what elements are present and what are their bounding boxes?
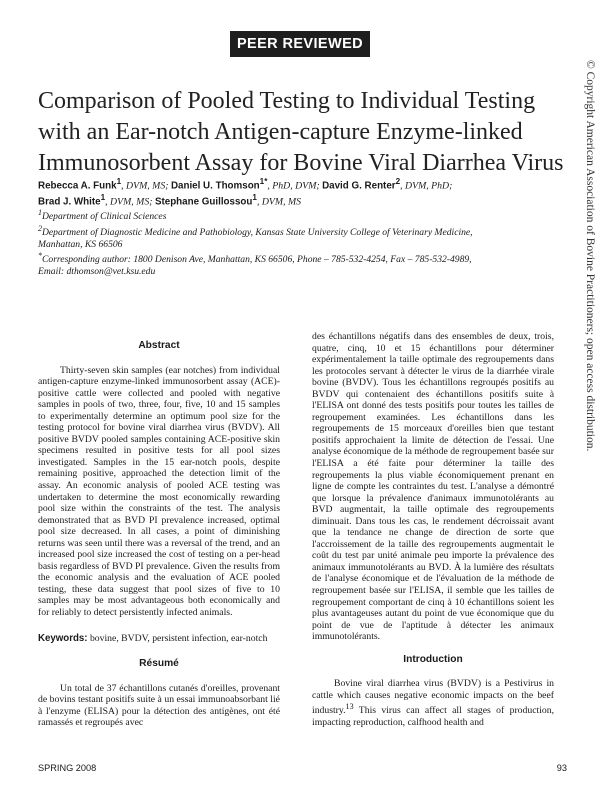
copyright-notice: © Copyright American Association of Bovine Practitioners; open access distribution.: [584, 60, 596, 452]
corresponding-address: 1800 Denison Ave, Manhattan, KS 66506, Phone – 785-532-4254, Fax – 785-532-4989,: [130, 254, 472, 266]
resume-text-start: Un total de 37 échantillons cutanés d'oreilles, provenant de bovins testant positifs suite à un essai immunoabsorbant lié à l'enzyme (ELISA) pour la détection des antigènes, ont été ramassés et regroupés avec: [38, 682, 280, 729]
affiliation-text: Manhattan, KS 66506: [38, 238, 123, 250]
copyright-sidebar: [576, 60, 598, 510]
author-sup: 1*: [259, 177, 268, 186]
keywords: [38, 633, 280, 645]
footer-issue: SPRING 2008: [38, 763, 97, 773]
author-credentials: , DVM, MS: [256, 195, 302, 207]
reference-sup: 13: [345, 702, 354, 712]
author-name: Daniel U. Thomson: [170, 180, 260, 192]
abstract-text: Thirty-seven skin samples (ear notches) from individual antigen-capture enzyme-linked immunosorbent assay (ACE)-positive cattle were collected and pooled with negative samples in pools of two, three, four, five, 10 and 15 samples to experimentally determine an optimum pool size for the testing protocol for bovine viral diarrhea virus (BVDV). All positive BVDV pooled samples containing ACE-positive skin specimens resulted in positive tests for all pool sizes investigated. Samples in the 15 ear-notch pools, despite remaining positive, approached the detection limit of the assay. An economic analysis of pooled ACE testing was undertaken to determine the most economically rewarding pool size within the constraints of the test. The analysis demonstrated that as BVD PI prevalence increased, optimal pool size decreased. In all cases, a point of diminishing returns was seen until there was a reversal of the trend, and an increased pool size increased the cost of testing on a per-head basis regardless of BVD PI prevalence. Given the results from the economic analysis and the evaluation of ACE pooled testing, these data suggest that pool sizes of five to 10 samples may be most advantageous both economically and for reliably to detect persistently infected animals.: [38, 364, 280, 619]
corresponding-sup: *: [38, 250, 42, 260]
author-sup: 1: [100, 192, 106, 202]
author-name: Stephane Guillossou: [154, 195, 253, 207]
author-block: [38, 176, 568, 277]
resume-heading: Résumé: [139, 658, 179, 670]
affiliation-sup: 1: [38, 208, 42, 218]
introduction-text-a: Bovine viral diarrhea virus (BVDV) is a Pestivirus in cattle which causes negative economic impacts on the beef industry.: [312, 678, 554, 717]
author-credentials: , PhD, DVM;: [267, 180, 323, 192]
affiliation-text: Department of Diagnostic Medicine and Pathobiology, Kansas State University College of Veterinary Medicine,: [42, 227, 473, 239]
abstract-heading: Abstract: [138, 340, 180, 351]
corresponding-email: Email: dthomson@vet.ksu.edu: [38, 265, 156, 277]
corresponding-author: [38, 250, 568, 266]
footer-page-number: 93: [556, 763, 567, 773]
introduction-heading: Introduction: [403, 653, 463, 665]
author-sup: 1: [252, 192, 257, 202]
author-credentials: , DVM, PhD;: [400, 180, 453, 192]
affiliation-text: Department of Clinical Sciences: [42, 211, 167, 223]
left-column: [38, 340, 280, 729]
title-line: Immunosorbent Assay for Bovine Viral Diarrhea Virus: [38, 150, 564, 176]
author-name: Rebecca A. Funk: [38, 180, 117, 192]
affiliation: [38, 223, 568, 239]
right-column: [312, 331, 554, 729]
author-sup: 1: [116, 177, 122, 186]
keywords-text: bovine, BVDV, persistent infection, ear-notch: [87, 632, 268, 644]
article-title: [38, 86, 568, 179]
title-line: Comparison of Pooled Testing to Individual Testing: [38, 88, 536, 114]
keywords-label: Keywords:: [38, 632, 88, 644]
introduction-text: [312, 678, 554, 728]
peer-reviewed-banner: PEER REVIEWED: [230, 31, 370, 57]
author-line: [38, 192, 568, 208]
author-name: David G. Renter: [322, 180, 396, 192]
corresponding-label: Corresponding author:: [42, 254, 131, 266]
author-sup: 2: [395, 177, 401, 186]
introduction-text-b: This virus can affect all stages of production, impacting reproduction, calfhood health and: [312, 705, 554, 729]
title-line: with an Ear-notch Antigen-capture Enzyme-linked: [38, 119, 523, 145]
author-credentials: , DVM, MS;: [121, 180, 171, 192]
author-name: Brad J. White: [38, 195, 101, 207]
author-credentials: , DVM, MS;: [105, 195, 155, 207]
resume-text-continued: des échantillons négatifs dans des ensembles de deux, trois, quatre, cinq, 10 et 15 échantillons pour déterminer expérimentalement la taille optimale des regroupements dans les protocoles servant à détecter le virus de la diarrhée virale bovine (BVDV). Tous les échantillons regroupés positifs au BVDV qui contenaient des échantillons positifs suite à l'ELISA ont donné des tests positifs pour toutes les tailles de regroupement examinées. Les échantillons dans les regroupements de 15 morceaux d'oreilles bien que testant positifs approchaient la limite de détection de l'essai. Une analyse économique de la méthode de regroupement basée sur l'ELISA a été faite pour déterminer la taille des regroupements la plus viable économiquement prenant en ligne de compte les contraintes du test. L'analyse a démontré que lorsque la prévalence d'animaux immunotolérants au BVD augmentait, la taille optimale des regroupements diminuait. Dans tous les cas, le rendement décroissait avant que la tendance ne change de direction de sorte que l'accroissement de la taille des regroupements augmentait le coût du test par unité animale peu importe la prévalence des animaux immunotolérants au BVD. À la lumière des résultats de l'analyse économique et de l'évaluation de la méthode de regroupement basée sur l'ELISA, il semble que les tailles de regroupement comportant de cinq à 10 échantillons soient les plus avantageuses autant du point de vue économique que du point de vue de l'aptitude à détecter les animaux immunotolérants.: [312, 331, 554, 643]
affiliation: [38, 207, 568, 223]
affiliation-sup: 2: [38, 223, 42, 233]
affiliation: [38, 239, 568, 250]
author-line: [38, 176, 568, 192]
